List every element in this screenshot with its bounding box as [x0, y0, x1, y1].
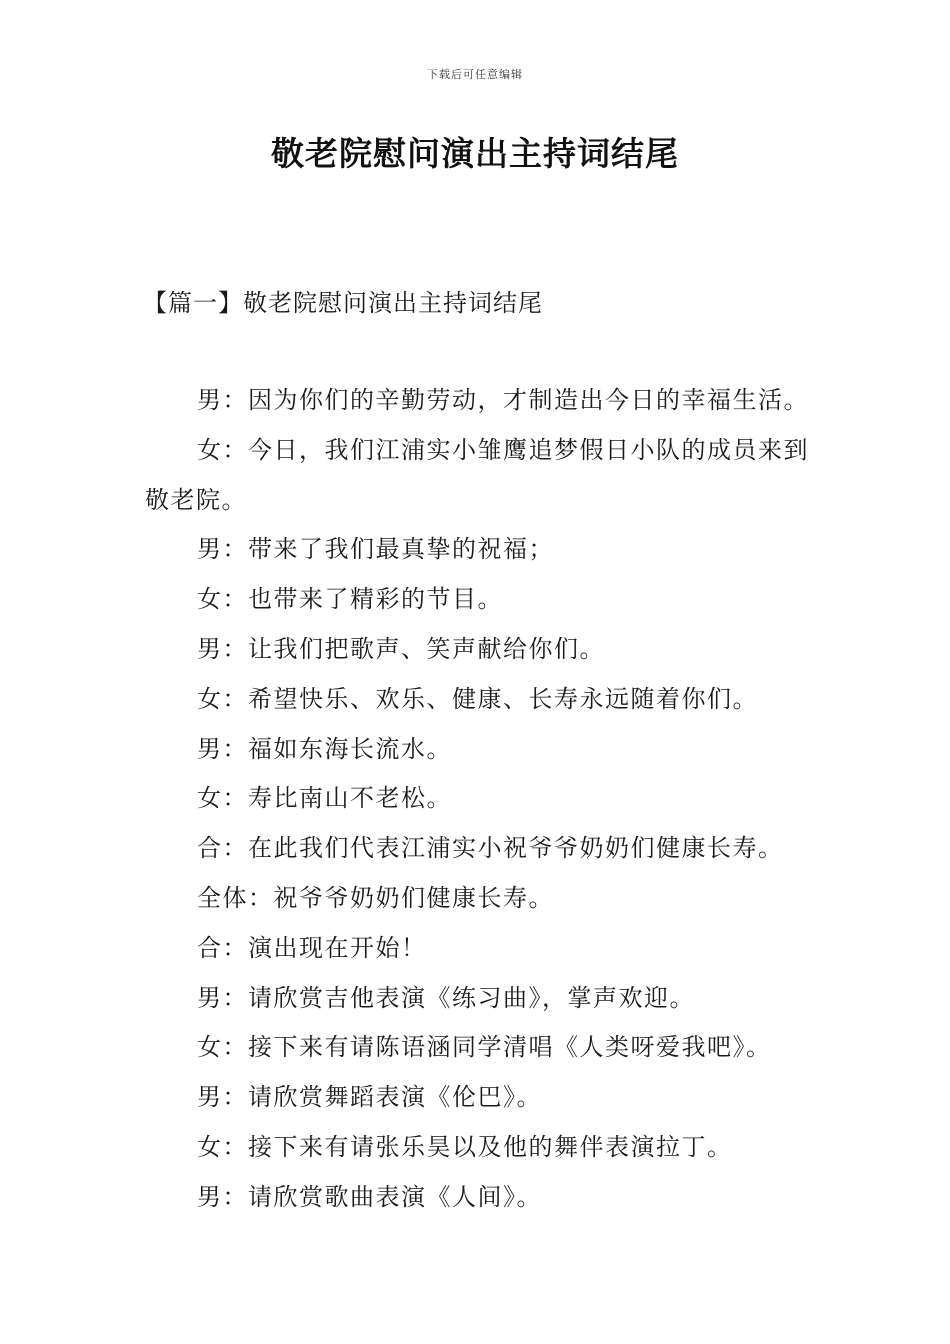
header-note: 下载后可任意编辑	[427, 68, 523, 81]
dialogue-line: 女：接下来有请张乐昊以及他的舞伴表演拉丁。	[197, 1132, 733, 1161]
dialogue-line: 合：演出现在开始！	[197, 933, 427, 962]
dialogue-line: 全体：祝爷爷奶奶们健康长寿。	[197, 883, 554, 912]
dialogue-line: 男：带来了我们最真挚的祝福；	[197, 535, 554, 564]
dialogue-line: 女：今日，我们江浦实小雏鹰追梦假日小队的成员来到敬老院。	[145, 435, 809, 514]
document-body	[145, 376, 810, 1223]
dialogue-line: 女：寿比南山不老松。	[197, 784, 452, 813]
dialogue-line: 女：希望快乐、欢乐、健康、长寿永远随着你们。	[197, 684, 758, 713]
dialogue-line: 男：请欣赏歌曲表演《人间》。	[197, 1182, 542, 1211]
dialogue-line: 男：因为你们的辛勤劳动，才制造出今日的幸福生活。	[197, 386, 809, 414]
dialogue-line: 女：接下来有请陈语涵同学清唱《人类呀爱我吧》。	[197, 1033, 772, 1062]
dialogue-line: 男：让我们把歌声、笑声献给你们。	[197, 634, 605, 663]
dialogue-line: 女：也带来了精彩的节目。	[197, 585, 503, 614]
dialogue-line: 男：福如东海长流水。	[197, 734, 452, 763]
dialogue-line: 合：在此我们代表江浦实小祝爷爷奶奶们健康长寿。	[197, 834, 784, 863]
document-title: 敬老院慰问演出主持词结尾	[271, 134, 679, 173]
section-heading: 【篇一】敬老院慰问演出主持词结尾	[143, 289, 543, 317]
dialogue-line: 男：请欣赏吉他表演《练习曲》，掌声欢迎。	[197, 983, 695, 1012]
dialogue-line: 男：请欣赏舞蹈表演《伦巴》。	[197, 1083, 542, 1112]
